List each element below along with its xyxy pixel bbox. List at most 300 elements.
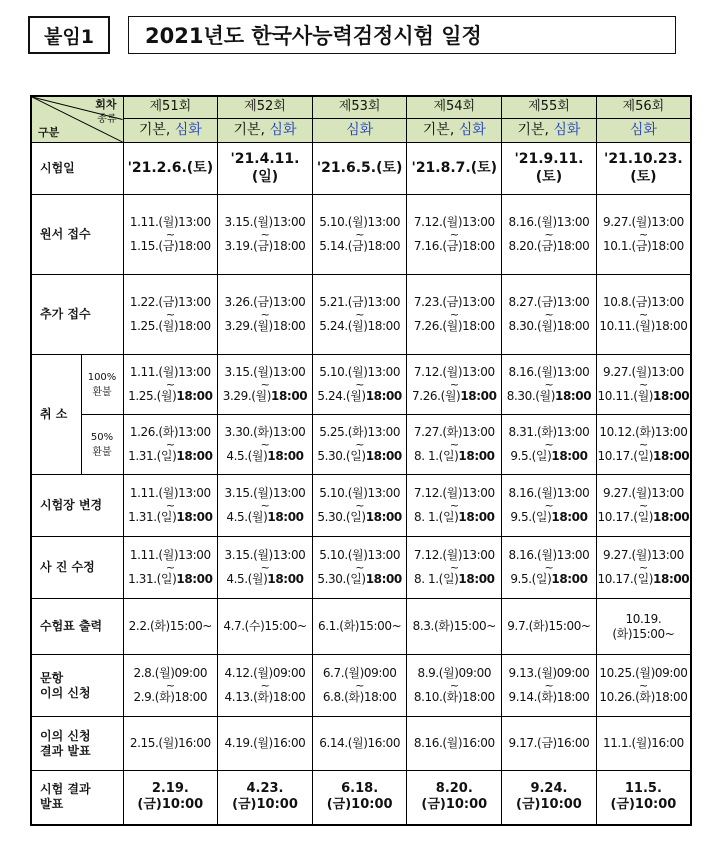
range-end-time: 18:00 (653, 572, 690, 587)
range-tilde: ~ (638, 307, 648, 321)
range-start: 3.26.(금)13:00 (224, 294, 306, 309)
appeal-result-cell: 11.1.(월)16:00 (596, 717, 691, 771)
range-tilde: ~ (165, 437, 175, 451)
range-start: 7.12.(월)13:00 (413, 547, 495, 562)
range-end-date: 10.17.(일) (597, 572, 654, 587)
range-tilde: ~ (638, 678, 648, 692)
exam-date-cell: '21.4.11.(일) (218, 143, 313, 195)
range-tilde: ~ (544, 678, 554, 692)
date-range-cell (218, 195, 313, 275)
range-tilde: ~ (260, 437, 270, 451)
range-start: 8.31.(화)13:00 (508, 424, 590, 439)
range-end: 1.15.(금)18:00 (129, 239, 211, 254)
range-tilde: ~ (165, 227, 175, 241)
range-end-time: 18:00 (460, 389, 497, 404)
exam-date-cell: '21.10.23.(토) (596, 143, 691, 195)
admission-ticket-label (31, 599, 123, 655)
round-header: 제56회 (596, 96, 691, 119)
round-header: 제55회 (502, 96, 597, 119)
range-end-time: 18:00 (458, 449, 495, 464)
appeal-result-label-text-2: 결과 발표 (40, 743, 91, 758)
application-row (31, 195, 691, 275)
range-end-time: 18:00 (271, 389, 308, 404)
range-end (502, 449, 596, 464)
date-range-cell (596, 195, 691, 275)
range-start: 8.16.(월)13:00 (508, 485, 590, 500)
date-range-cell (123, 275, 218, 355)
appeal-label (31, 655, 123, 717)
date-range-cell (218, 537, 313, 599)
range-start: 3.15.(월)13:00 (224, 485, 306, 500)
date-range-cell (123, 415, 218, 475)
range-start: 1.26.(화)13:00 (129, 424, 211, 439)
cancel-full-row (31, 355, 691, 415)
cancel-full-refund: 환불 (92, 386, 112, 398)
additional-label-text: 추가 접수 (40, 307, 91, 321)
attachment-tag: 붙임1 (28, 16, 110, 54)
range-end-time: 18:00 (365, 510, 402, 525)
cancel-label-text: 취 소 (40, 407, 68, 421)
date-range-cell (407, 355, 502, 415)
admission-ticket-cell: 8.3.(화)15:00~ (407, 599, 502, 655)
range-end-date: 5.30.(일) (317, 449, 366, 464)
result-cell: 9.24.(금)10:00 (502, 771, 597, 825)
range-end-date: 4.5.(월) (226, 572, 268, 587)
cancel-half-row (31, 415, 691, 475)
header-corner-cell (31, 96, 123, 143)
range-end-date: 4.5.(월) (226, 449, 268, 464)
range-start: 9.27.(월)13:00 (602, 364, 684, 379)
range-end: 10.26.(화)18:00 (599, 690, 688, 705)
date-range-cell (312, 655, 407, 717)
range-end: 10.11.(월)18:00 (599, 319, 688, 334)
photo-edit-label-text: 사 진 수정 (40, 560, 95, 574)
appeal-result-label-text: 이의 신청 (40, 728, 91, 743)
range-end-date: 9.5.(일) (510, 572, 552, 587)
exam-type-cell (218, 119, 313, 143)
range-end-time: 18:00 (653, 389, 690, 404)
date-range-cell (123, 537, 218, 599)
date-range-cell (596, 537, 691, 599)
exam-type-row (31, 119, 691, 143)
range-end-date: 9.5.(일) (510, 449, 552, 464)
range-end: 2.9.(화)18:00 (133, 690, 208, 705)
range-start: 4.12.(월)09:00 (224, 665, 306, 680)
result-label-text-2: 발표 (40, 797, 64, 812)
range-start: 5.10.(월)13:00 (319, 364, 401, 379)
round-header: 제51회 (123, 96, 218, 119)
result-label (31, 771, 123, 825)
range-tilde: ~ (544, 560, 554, 574)
range-end-date: 5.30.(일) (317, 510, 366, 525)
range-end: 3.29.(월)18:00 (224, 319, 306, 334)
range-tilde: ~ (260, 560, 270, 574)
range-tilde: ~ (165, 498, 175, 512)
range-start: 1.11.(월)13:00 (129, 364, 211, 379)
range-tilde: ~ (544, 307, 554, 321)
range-end: 8.20.(금)18:00 (508, 239, 590, 254)
result-row (31, 771, 691, 825)
range-start: 10.25.(월)09:00 (599, 665, 688, 680)
advanced-level-label: 심화 (346, 121, 374, 138)
range-end (124, 510, 218, 525)
range-tilde: ~ (449, 377, 459, 391)
basic-level-label: 기본, (517, 121, 554, 138)
range-start: 9.13.(월)09:00 (508, 665, 590, 680)
range-end (124, 572, 218, 587)
cancel-full-percent: 100% (87, 371, 117, 383)
exam-date-cell: '21.6.5.(토) (312, 143, 407, 195)
date-range-cell (407, 195, 502, 275)
range-end (218, 389, 312, 404)
range-end-date: 5.30.(일) (317, 572, 366, 587)
range-end: 5.14.(금)18:00 (319, 239, 401, 254)
range-end-date: 1.25.(월) (128, 389, 177, 404)
range-start: 1.22.(금)13:00 (129, 294, 211, 309)
range-tilde: ~ (638, 437, 648, 451)
range-start: 7.12.(월)13:00 (413, 214, 495, 229)
basic-level-label: 기본, (422, 121, 459, 138)
range-end-date: 1.31.(일) (128, 510, 177, 525)
range-end (124, 449, 218, 464)
range-tilde: ~ (449, 560, 459, 574)
range-end-date: 7.26.(월) (412, 389, 461, 404)
basic-level-label: 기본, (233, 121, 270, 138)
date-range-cell (502, 195, 597, 275)
venue-change-row (31, 475, 691, 537)
additional-row (31, 275, 691, 355)
cancel-full-sublabel (81, 355, 123, 415)
range-tilde: ~ (544, 227, 554, 241)
cancel-half-refund: 환불 (92, 446, 112, 458)
date-range-cell (502, 475, 597, 537)
exam-date-row (31, 143, 691, 195)
range-start: 3.15.(월)13:00 (224, 547, 306, 562)
range-end-time: 18:00 (555, 389, 592, 404)
photo-edit-row (31, 537, 691, 599)
appeal-result-cell: 2.15.(월)16:00 (123, 717, 218, 771)
range-end (124, 389, 218, 404)
range-end: 6.8.(화)18:00 (322, 690, 397, 705)
range-tilde: ~ (260, 498, 270, 512)
venue-change-label-text: 시험장 변경 (40, 498, 103, 512)
range-tilde: ~ (260, 227, 270, 241)
range-end: 8.10.(화)18:00 (413, 690, 495, 705)
date-range-cell (312, 195, 407, 275)
range-end: 4.13.(화)18:00 (224, 690, 306, 705)
exam-type-cell (312, 119, 407, 143)
advanced-level-label: 심화 (174, 121, 202, 138)
date-range-cell (502, 275, 597, 355)
range-start: 9.27.(월)13:00 (602, 547, 684, 562)
cancel-half-percent: 50% (90, 431, 114, 443)
range-end-time: 18:00 (176, 449, 213, 464)
range-tilde: ~ (165, 307, 175, 321)
range-end-time: 18:00 (551, 572, 588, 587)
range-end-date: 8. 1.(일) (413, 572, 459, 587)
exam-date-cell: '21.2.6.(토) (123, 143, 218, 195)
range-end (313, 389, 407, 404)
range-start: 5.21.(금)13:00 (319, 294, 401, 309)
date-range-cell (312, 275, 407, 355)
date-range-cell (312, 537, 407, 599)
date-range-cell (407, 655, 502, 717)
range-end (407, 389, 501, 404)
range-tilde: ~ (165, 678, 175, 692)
advanced-level-label: 심화 (553, 121, 581, 138)
range-start: 8.9.(월)09:00 (417, 665, 492, 680)
result-cell: 6.18.(금)10:00 (312, 771, 407, 825)
range-end-time: 18:00 (176, 572, 213, 587)
exam-schedule-table (30, 95, 692, 826)
additional-label (31, 275, 123, 355)
range-end-time: 18:00 (267, 449, 304, 464)
range-end-date: 10.17.(일) (597, 449, 654, 464)
advanced-level-label: 심화 (629, 121, 657, 138)
appeal-result-cell: 4.19.(월)16:00 (218, 717, 313, 771)
range-end-time: 18:00 (267, 572, 304, 587)
range-start: 3.15.(월)13:00 (224, 364, 306, 379)
range-end-date: 1.31.(일) (128, 449, 177, 464)
range-end (313, 449, 407, 464)
result-cell: 2.19.(금)10:00 (123, 771, 218, 825)
range-end-date: 5.24.(월) (317, 389, 366, 404)
range-tilde: ~ (638, 377, 648, 391)
page-title: 2021년도 한국사능력검정시험 일정 (128, 16, 676, 54)
range-end-date: 10.17.(일) (597, 510, 654, 525)
range-end-time: 18:00 (653, 510, 690, 525)
range-end-time: 18:00 (365, 572, 402, 587)
range-tilde: ~ (355, 560, 365, 574)
round-header-row (31, 96, 691, 119)
range-tilde: ~ (355, 437, 365, 451)
range-end: 8.30.(월)18:00 (508, 319, 590, 334)
date-range-cell (218, 355, 313, 415)
range-tilde: ~ (165, 560, 175, 574)
round-header: 제52회 (218, 96, 313, 119)
range-start: 8.16.(월)13:00 (508, 364, 590, 379)
result-cell: 11.5.(금)10:00 (596, 771, 691, 825)
range-start: 1.11.(월)13:00 (129, 485, 211, 500)
date-range-cell (123, 355, 218, 415)
range-tilde: ~ (355, 498, 365, 512)
date-range-cell (218, 475, 313, 537)
advanced-level-label: 심화 (458, 121, 486, 138)
date-range-cell (596, 655, 691, 717)
date-range-cell (596, 355, 691, 415)
admission-ticket-cell: 4.7.(수)15:00~ (218, 599, 313, 655)
range-end (313, 510, 407, 525)
range-end-date: 9.5.(일) (510, 510, 552, 525)
date-range-cell (312, 415, 407, 475)
appeal-result-row (31, 717, 691, 771)
application-label-text: 원서 접수 (40, 227, 91, 241)
range-tilde: ~ (544, 437, 554, 451)
range-end-time: 18:00 (458, 572, 495, 587)
photo-edit-label (31, 537, 123, 599)
range-tilde: ~ (355, 227, 365, 241)
range-tilde: ~ (260, 307, 270, 321)
range-tilde: ~ (544, 377, 554, 391)
range-end (597, 449, 690, 464)
range-start: 10.8.(금)13:00 (602, 294, 684, 309)
range-end-time: 18:00 (176, 510, 213, 525)
exam-type-cell (596, 119, 691, 143)
range-end (502, 389, 596, 404)
application-label (31, 195, 123, 275)
range-tilde: ~ (544, 498, 554, 512)
range-start: 8.16.(월)13:00 (508, 547, 590, 562)
corner-type-label: 종류 (97, 114, 117, 125)
range-end-date: 1.31.(일) (128, 572, 177, 587)
admission-ticket-cell: 6.1.(화)15:00~ (312, 599, 407, 655)
appeal-result-label (31, 717, 123, 771)
cancel-label (31, 355, 81, 475)
range-end (597, 510, 690, 525)
range-start: 7.12.(월)13:00 (413, 364, 495, 379)
round-header: 제54회 (407, 96, 502, 119)
range-end: 7.16.(금)18:00 (413, 239, 495, 254)
date-range-cell (312, 475, 407, 537)
range-tilde: ~ (638, 498, 648, 512)
exam-date-label (31, 143, 123, 195)
advanced-level-label: 심화 (269, 121, 297, 138)
range-end (218, 449, 312, 464)
appeal-label-text: 문항 (40, 670, 64, 685)
range-end: 10.1.(금)18:00 (602, 239, 684, 254)
date-range-cell (502, 655, 597, 717)
range-end-date: 4.5.(월) (226, 510, 268, 525)
range-start: 5.10.(월)13:00 (319, 214, 401, 229)
date-range-cell (218, 655, 313, 717)
date-range-cell (218, 415, 313, 475)
range-start: 3.30.(화)13:00 (224, 424, 306, 439)
range-end-time: 18:00 (267, 510, 304, 525)
range-start: 8.27.(금)13:00 (508, 294, 590, 309)
corner-round-label: 회차 (95, 98, 117, 111)
exam-type-cell (502, 119, 597, 143)
range-start: 5.25.(화)13:00 (319, 424, 401, 439)
date-range-cell (502, 355, 597, 415)
exam-type-cell (123, 119, 218, 143)
date-range-cell (596, 275, 691, 355)
range-start: 10.12.(화)13:00 (599, 424, 688, 439)
admission-ticket-label-text: 수험표 출력 (40, 619, 103, 633)
range-start: 1.11.(월)13:00 (129, 214, 211, 229)
range-tilde: ~ (638, 560, 648, 574)
range-end-date: 8.30.(월) (506, 389, 555, 404)
range-end: 5.24.(월)18:00 (319, 319, 401, 334)
range-start: 7.23.(금)13:00 (413, 294, 495, 309)
venue-change-label (31, 475, 123, 537)
date-range-cell (407, 475, 502, 537)
date-range-cell (502, 415, 597, 475)
exam-date-cell: '21.9.11.(토) (502, 143, 597, 195)
date-range-cell (596, 415, 691, 475)
range-start: 1.11.(월)13:00 (129, 547, 211, 562)
range-start: 6.7.(월)09:00 (322, 665, 397, 680)
date-range-cell (596, 475, 691, 537)
range-end (218, 572, 312, 587)
range-end-time: 18:00 (365, 389, 402, 404)
corner-row-label: 구분 (38, 126, 60, 140)
round-header: 제53회 (312, 96, 407, 119)
range-end: 1.25.(월)18:00 (129, 319, 211, 334)
range-end-time: 18:00 (458, 510, 495, 525)
range-end (218, 510, 312, 525)
date-range-cell (502, 537, 597, 599)
range-start: 9.27.(월)13:00 (602, 214, 684, 229)
range-end (502, 572, 596, 587)
range-end (597, 572, 690, 587)
range-start: 5.10.(월)13:00 (319, 547, 401, 562)
range-end-time: 18:00 (653, 449, 690, 464)
range-start: 2.8.(월)09:00 (133, 665, 208, 680)
result-cell: 8.20.(금)10:00 (407, 771, 502, 825)
date-range-cell (407, 537, 502, 599)
date-range-cell (407, 415, 502, 475)
range-end (407, 449, 501, 464)
basic-level-label: 기본, (138, 121, 175, 138)
range-tilde: ~ (449, 307, 459, 321)
range-end: 7.26.(월)18:00 (413, 319, 495, 334)
admission-ticket-cell: 9.7.(화)15:00~ (502, 599, 597, 655)
date-range-cell (123, 655, 218, 717)
appeal-result-cell: 8.16.(월)16:00 (407, 717, 502, 771)
appeal-label-text-2: 이의 신청 (40, 685, 91, 700)
range-tilde: ~ (449, 227, 459, 241)
appeal-result-cell: 9.17.(금)16:00 (502, 717, 597, 771)
range-start: 3.15.(월)13:00 (224, 214, 306, 229)
range-end: 3.19.(금)18:00 (224, 239, 306, 254)
range-tilde: ~ (260, 377, 270, 391)
admission-ticket-cell: 10.19.(화)15:00~ (596, 599, 691, 655)
range-end-time: 18:00 (176, 389, 213, 404)
date-range-cell (218, 275, 313, 355)
range-start: 5.10.(월)13:00 (319, 485, 401, 500)
date-range-cell (407, 275, 502, 355)
admission-ticket-row (31, 599, 691, 655)
range-tilde: ~ (260, 678, 270, 692)
date-range-cell (123, 195, 218, 275)
range-end (502, 510, 596, 525)
range-start: 9.27.(월)13:00 (602, 485, 684, 500)
range-tilde: ~ (165, 377, 175, 391)
exam-type-cell (407, 119, 502, 143)
range-end (407, 510, 501, 525)
range-end-date: 10.11.(월) (597, 389, 654, 404)
range-tilde: ~ (449, 678, 459, 692)
range-end-date: 8. 1.(일) (413, 449, 459, 464)
range-start: 8.16.(월)13:00 (508, 214, 590, 229)
range-end-time: 18:00 (551, 510, 588, 525)
cancel-half-sublabel (81, 415, 123, 475)
range-tilde: ~ (355, 678, 365, 692)
appeal-row (31, 655, 691, 717)
result-cell: 4.23.(금)10:00 (218, 771, 313, 825)
range-tilde: ~ (449, 437, 459, 451)
date-range-cell (312, 355, 407, 415)
range-end-time: 18:00 (551, 449, 588, 464)
exam-date-label-text: 시험일 (40, 161, 75, 175)
appeal-result-cell: 6.14.(월)16:00 (312, 717, 407, 771)
range-end (597, 389, 690, 404)
range-end-date: 3.29.(월) (222, 389, 272, 404)
date-range-cell (123, 475, 218, 537)
range-tilde: ~ (355, 377, 365, 391)
exam-date-cell: '21.8.7.(토) (407, 143, 502, 195)
range-tilde: ~ (355, 307, 365, 321)
